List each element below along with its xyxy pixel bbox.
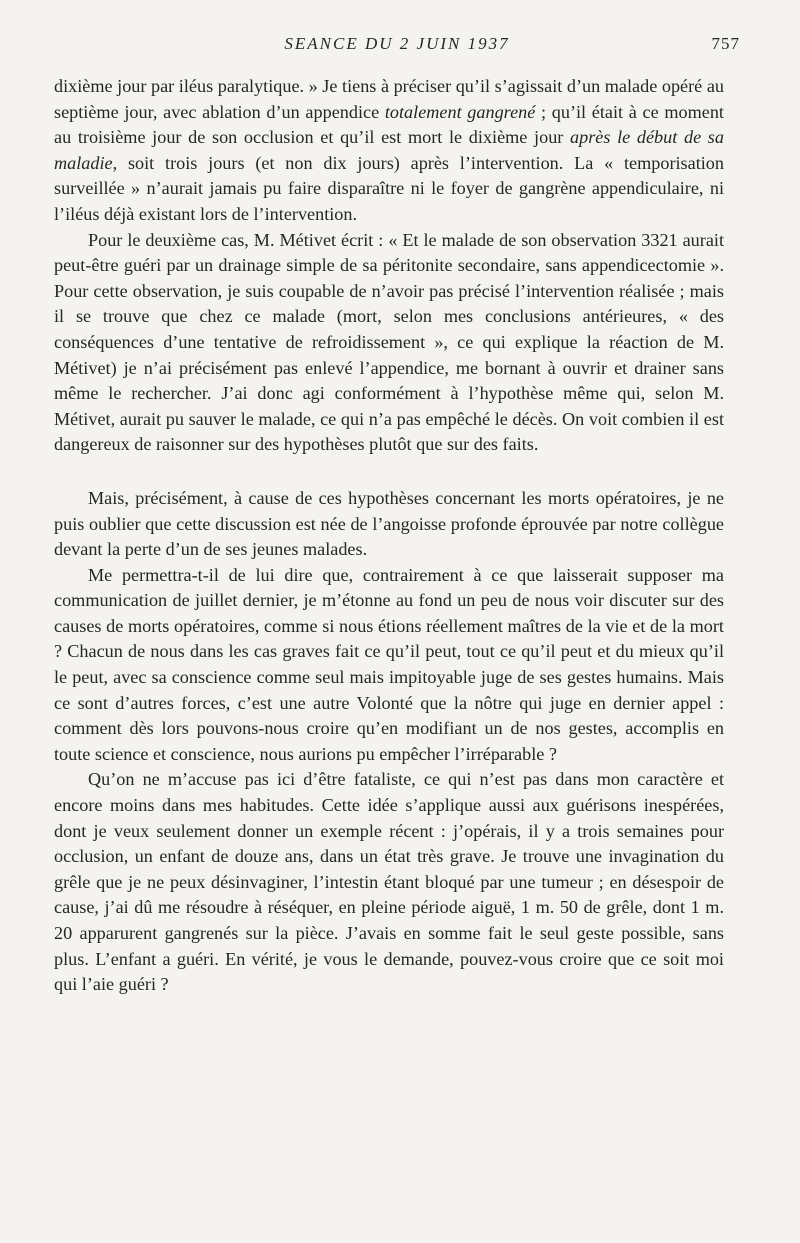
paragraph-1-text-c: , soit trois jours (et non dix jours) après l’intervention. La « temporisation surveillée » n’aurait jamais pu faire disparaître ni le foyer de gangrène appendiculaire, ni l’iléus déjà existant lors de l’intervention. bbox=[54, 152, 724, 224]
paragraph-3: Mais, précisément, à cause de ces hypothèses concernant les morts opératoires, je ne puis oublier que cette discussion est née de l’angoisse profonde éprouvée par notre collègue devant la perte d’un de ses jeunes malades. bbox=[54, 487, 724, 560]
paragraph-1 bbox=[54, 74, 724, 228]
paragraph-2: Pour le deuxième cas, M. Métivet écrit : « Et le malade de son observation 3321 aurait peut-être guéri par un drainage simple de sa péritonite secondaire, sans appendicectomie ». Pour cette observation, je suis coupable de n’avoir pas précisé l’intervention réalisée ; mais il se trouve que chez ce malade (mort, selon mes conclusions antérieures, « des conséquences d’une tentative de refroidissement », ce qui explique la réaction de M. Métivet) je n’ai précisément pas enlevé l’appendice, me bornant à ouvrir et drainer sans même le rechercher. J’ai donc agi conformément à l’hypothèse même qui, selon M. Métivet, aurait pu sauver le malade, ce qui n’a pas empêché le décès. On voit combien il est dangereux de raisonner sur des hypothèses plutôt que sur des faits. bbox=[54, 229, 724, 455]
paragraph-1-text-b: ; qu’il était à ce moment au troisième jour de son occlusion et qu’il est mort le dixième jour bbox=[54, 101, 724, 148]
section-gap bbox=[54, 458, 724, 486]
paragraph-4: Me permettra-t-il de lui dire que, contrairement à ce que laisserait supposer ma communication de juillet dernier, je m’étonne au fond un peu de nous voir discuter sur des causes de morts opératoires, comme si nous étions réellement maîtres de la vie et de la mort ? Chacun de nous dans les cas graves fait ce qu’il peut, tout ce qu’il peut et du mieux qu’il le peut, avec sa conscience comme seul mais impitoyable juge de ses gestes humains. Mais ce sont d’autres forces, c’est une autre Volonté que la nôtre qui juge en dernier appel : comment dès lors pouvons-nous croire qu’en modifiant un de nos gestes, accomplis en toute science et conscience, nous aurions pu empêcher l’irréparable ? bbox=[54, 564, 724, 764]
paragraph-1-emphasis-a: totalement gangrené bbox=[384, 101, 536, 122]
paragraph-1-text-a: dixième jour par iléus paralytique. » Je tiens à préciser qu’il s’agissait d’un malade opéré au septième jour, avec ablation d’un appendice bbox=[54, 76, 724, 122]
page-number: 757 bbox=[711, 34, 740, 53]
paragraph-1-emphasis-b: après le début de sa maladie bbox=[54, 127, 724, 173]
paragraph-5: Qu’on ne m’accuse pas ici d’être fataliste, ce qui n’est pas dans mon caractère et encore moins dans mes habitudes. Cette idée s’applique aussi aux guérisons inespérées, dont je veux seulement donner un exemple récent : j’opérais, il y a trois semaines pour occlusion, un enfant de douze ans, dans un état très grave. Je trouve une invagination du grêle que je ne peux désinvaginer, l’intestin étant bloqué par une tumeur ; en désespoir de cause, j’ai dû me résoudre à réséquer, en pleine période aiguë, 1 m. 50 de grêle, dont 1 m. 20 apparurent gangrenés sur la pièce. J’avais en somme fait le seul geste possible, sans plus. L’enfant a guéri. En vérité, je vous le demande, pouvez-vous croire que ce soit moi qui l’aie guéri ? bbox=[54, 769, 724, 995]
running-header bbox=[54, 34, 740, 58]
header-title: SEANCE DU 2 JUIN 1937 bbox=[284, 34, 510, 53]
body-text bbox=[54, 74, 724, 998]
